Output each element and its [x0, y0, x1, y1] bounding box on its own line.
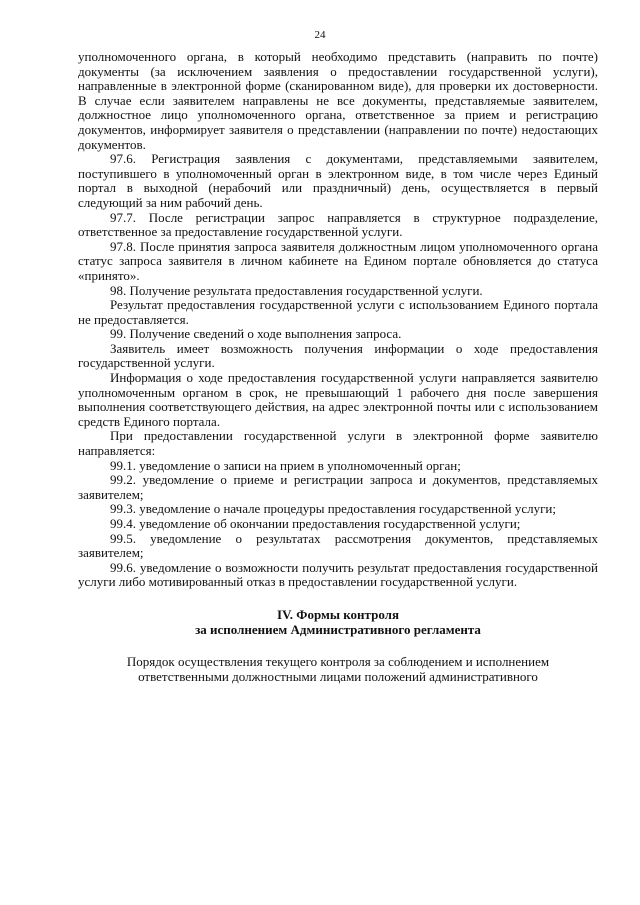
list-item: 99.1. уведомление о записи на прием в уполномоченный орган;: [110, 457, 461, 473]
list-item: 99.5. уведомление о результатах рассмотрения документов, представляемых заявителем;: [78, 530, 598, 561]
paragraph: уполномоченного органа, в который необходимо представить (направить по почте) документы (за исключением заявления о предоставлении государственной услуги), направленные в электронной форме (сканированном виде), для проверки их достоверности. В случае если заявителем направлены не все документы, представляемые заявителем, должностное лицо уполномоченного органа, ответственное за прием и регистрацию документов, информирует заявителя о представлении (направлении по почте) недостающих документов.: [78, 49, 598, 152]
page-number: 24: [314, 29, 326, 41]
paragraph: При предоставлении государственной услуги в электронной форме заявителю направляется:: [78, 428, 598, 459]
list-item: 99.6. уведомление о возможности получить результат предоставления государственной услуги либо мотивированный отказ в предоставлении государственной услуги.: [78, 559, 598, 590]
list-item: 99.4. уведомление об окончании предоставления государственной услуги;: [110, 516, 521, 531]
paragraph: Заявитель имеет возможность получения информации о ходе предоставления государственной услуги.: [78, 340, 598, 371]
subsection-heading: [78, 655, 598, 684]
list-item: 99.3. уведомление о начале процедуры предоставления государственной услуги;: [110, 501, 556, 517]
subsection-heading-line: ответственными должностными лицами положений административного: [138, 668, 538, 684]
section-heading-line: IV. Формы контроля: [277, 606, 399, 622]
paragraph: 97.7. После регистрации запрос направляется в структурное подразделение, ответственное за предоставление государственной услуги.: [78, 209, 598, 240]
paragraph: 97.6. Регистрация заявления с документами, представляемыми заявителем, поступившего в уполномоченный орган в электронном виде, в том числе через Единый портал в выходной (нерабочий или праздничный) день, осуществляется в первый следующий за ним рабочий день.: [78, 151, 598, 210]
paragraph: 97.8. После принятия запроса заявителя должностным лицом уполномоченного органа статус запроса заявителя в личном кабинете на Едином портале обновляется до статуса «принято».: [78, 238, 598, 283]
paragraph: 99. Получение сведений о ходе выполнения запроса.: [110, 326, 402, 342]
section-heading: [78, 608, 598, 637]
list-item: 99.2. уведомление о приеме и регистрации запроса и документов, представляемых заявителем;: [78, 472, 598, 502]
paragraph: 98. Получение результата предоставления государственной услуги.: [110, 282, 483, 298]
paragraph: Информация о ходе предоставления государственной услуги направляется заявителю уполномоченным органом в срок, не превышающий 1 рабочего дня после завершения выполнения соответствующего действия, на адрес электронной почты или с использованием средств Единого портала.: [78, 370, 598, 429]
paragraph: Результат предоставления государственной услуги с использованием Единого портала не предоставляется.: [78, 297, 598, 327]
body-text: [78, 50, 598, 684]
subsection-heading-line: Порядок осуществления текущего контроля за соблюдением и исполнением: [126, 654, 550, 670]
section-heading-line: за исполнением Административного регламента: [195, 621, 481, 637]
